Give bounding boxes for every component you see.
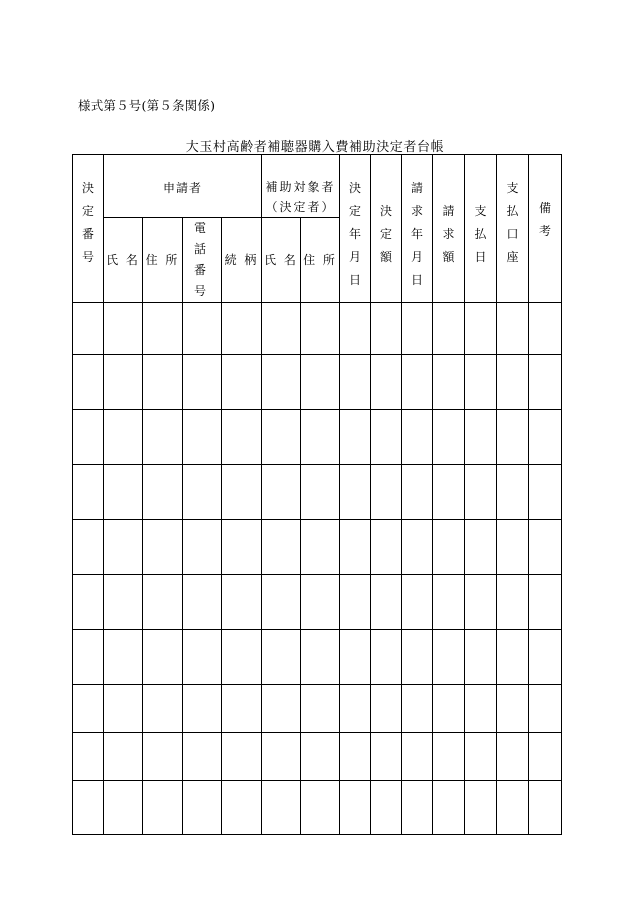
ledger-cell: [402, 355, 433, 410]
ledger-cell: [433, 355, 465, 410]
ledger-cell: [73, 685, 104, 733]
ledger-cell: [371, 733, 402, 781]
ledger-cell: [262, 781, 301, 835]
ledger-cell: [340, 355, 371, 410]
ledger-cell: [529, 781, 562, 835]
ledger-cell: [143, 575, 183, 630]
ledger-cell: [73, 520, 104, 575]
ledger-cell: [529, 410, 562, 465]
ledger-cell: [340, 781, 371, 835]
subsidy-target-line1: 補助対象者: [265, 180, 336, 194]
ledger-cell: [497, 575, 529, 630]
header-decision-date: 決 定 年 月 日: [340, 155, 371, 303]
ledger-row: [73, 465, 562, 520]
ledger-cell: [433, 733, 465, 781]
ledger-cell: [340, 630, 371, 685]
header-applicant-phone: 電 話 番 号: [183, 218, 222, 303]
ledger-cell: [529, 630, 562, 685]
ledger-cell: [529, 733, 562, 781]
ledger-cell: [371, 630, 402, 685]
ledger-row: [73, 303, 562, 355]
ledger-cell: [183, 781, 222, 835]
ledger-row: [73, 630, 562, 685]
ledger-cell: [497, 630, 529, 685]
ledger-cell: [371, 410, 402, 465]
ledger-cell: [222, 630, 262, 685]
ledger-cell: [222, 781, 262, 835]
ledger-cell: [73, 575, 104, 630]
ledger-cell: [340, 303, 371, 355]
ledger-cell: [465, 733, 497, 781]
ledger-cell: [183, 410, 222, 465]
ledger-cell: [104, 410, 143, 465]
ledger-cell: [104, 685, 143, 733]
ledger-cell: [222, 303, 262, 355]
ledger-cell: [497, 781, 529, 835]
ledger-cell: [222, 685, 262, 733]
ledger-cell: [340, 575, 371, 630]
ledger-row: [73, 781, 562, 835]
header-target-name: 氏 名: [262, 218, 301, 303]
ledger-cell: [222, 733, 262, 781]
form-number: 様式第５号(第５条関係): [78, 98, 216, 113]
header-decision-amount: 決 定 額: [371, 155, 402, 303]
ledger-cell: [104, 303, 143, 355]
ledger-cell: [340, 520, 371, 575]
ledger-cell: [371, 355, 402, 410]
ledger-cell: [433, 520, 465, 575]
ledger-cell: [183, 733, 222, 781]
ledger-cell: [262, 410, 301, 465]
ledger-cell: [371, 303, 402, 355]
ledger-cell: [371, 781, 402, 835]
decision-number-text: 決 定 番 号: [81, 181, 94, 264]
ledger-cell: [465, 630, 497, 685]
ledger-cell: [465, 410, 497, 465]
header-claim-date: 請 求 年 月 日: [402, 155, 433, 303]
ledger-cell: [143, 685, 183, 733]
ledger-cell: [371, 520, 402, 575]
ledger-cell: [433, 685, 465, 733]
ledger-cell: [262, 465, 301, 520]
ledger-cell: [104, 355, 143, 410]
ledger-cell: [222, 575, 262, 630]
ledger-cell: [301, 685, 340, 733]
ledger-cell: [465, 303, 497, 355]
header-remarks: 備 考: [529, 155, 562, 303]
ledger-cell: [301, 355, 340, 410]
ledger-cell: [73, 465, 104, 520]
ledger-cell: [465, 781, 497, 835]
ledger-cell: [433, 465, 465, 520]
ledger-cell: [104, 465, 143, 520]
ledger-cell: [497, 685, 529, 733]
ledger-cell: [222, 410, 262, 465]
ledger-cell: [143, 630, 183, 685]
ledger-cell: [497, 733, 529, 781]
document-title: 大玉村高齢者補聴器購入費補助決定者台帳: [185, 140, 445, 155]
ledger-cell: [143, 355, 183, 410]
ledger-row: [73, 685, 562, 733]
ledger-cell: [183, 520, 222, 575]
ledger-cell: [104, 781, 143, 835]
ledger-cell: [529, 520, 562, 575]
ledger-cell: [104, 630, 143, 685]
ledger-cell: [262, 355, 301, 410]
ledger-cell: [497, 410, 529, 465]
ledger-row: [73, 355, 562, 410]
ledger-cell: [433, 575, 465, 630]
ledger-cell: [402, 410, 433, 465]
ledger-cell: [143, 781, 183, 835]
ledger-row: [73, 410, 562, 465]
ledger-cell: [402, 685, 433, 733]
ledger-row: [73, 520, 562, 575]
header-decision-number: [73, 155, 104, 303]
ledger-cell: [73, 410, 104, 465]
ledger-cell: [301, 465, 340, 520]
ledger-cell: [402, 630, 433, 685]
ledger-cell: [262, 685, 301, 733]
ledger-cell: [143, 733, 183, 781]
ledger-cell: [301, 630, 340, 685]
ledger-cell: [402, 465, 433, 520]
ledger-cell: [465, 520, 497, 575]
ledger-cell: [143, 410, 183, 465]
ledger-cell: [529, 575, 562, 630]
ledger-cell: [222, 355, 262, 410]
ledger-cell: [465, 575, 497, 630]
ledger-cell: [73, 303, 104, 355]
ledger-cell: [222, 465, 262, 520]
ledger-cell: [465, 465, 497, 520]
ledger-cell: [222, 520, 262, 575]
ledger-cell: [465, 685, 497, 733]
ledger-cell: [433, 410, 465, 465]
ledger-cell: [371, 575, 402, 630]
ledger-cell: [183, 303, 222, 355]
ledger-cell: [143, 303, 183, 355]
ledger-cell: [402, 575, 433, 630]
ledger-cell: [529, 465, 562, 520]
ledger-cell: [262, 630, 301, 685]
header-applicant-name: 氏 名: [104, 218, 143, 303]
ledger-cell: [529, 685, 562, 733]
header-applicant: 申請者: [104, 155, 262, 218]
ledger-cell: [340, 410, 371, 465]
ledger-cell: [301, 303, 340, 355]
ledger-cell: [465, 355, 497, 410]
ledger-cell: [340, 465, 371, 520]
ledger-cell: [262, 303, 301, 355]
ledger-cell: [497, 303, 529, 355]
ledger-cell: [73, 733, 104, 781]
ledger-cell: [183, 355, 222, 410]
ledger-cell: [301, 520, 340, 575]
ledger-cell: [340, 733, 371, 781]
header-target-address: 住 所: [301, 218, 340, 303]
subsidy-target-line2: （決定者）: [265, 200, 336, 214]
ledger-cell: [433, 630, 465, 685]
header-subsidy-target: [262, 155, 340, 218]
ledger-cell: [73, 630, 104, 685]
ledger-cell: [183, 465, 222, 520]
ledger-cell: [529, 355, 562, 410]
ledger-cell: [371, 685, 402, 733]
ledger-cell: [301, 410, 340, 465]
ledger-cell: [143, 465, 183, 520]
ledger-cell: [402, 303, 433, 355]
ledger-cell: [301, 733, 340, 781]
ledger-cell: [402, 520, 433, 575]
ledger-cell: [143, 520, 183, 575]
ledger-cell: [262, 575, 301, 630]
ledger-cell: [104, 575, 143, 630]
ledger-row: [73, 733, 562, 781]
ledger-cell: [433, 781, 465, 835]
ledger-cell: [73, 781, 104, 835]
ledger-cell: [529, 303, 562, 355]
ledger-cell: [183, 685, 222, 733]
ledger-cell: [183, 575, 222, 630]
ledger-cell: [73, 355, 104, 410]
ledger-cell: [497, 355, 529, 410]
ledger-cell: [340, 685, 371, 733]
header-applicant-relationship: 続 柄: [222, 218, 262, 303]
ledger-cell: [301, 781, 340, 835]
ledger-cell: [402, 733, 433, 781]
ledger-cell: [402, 781, 433, 835]
ledger-cell: [371, 465, 402, 520]
ledger-cell: [262, 520, 301, 575]
header-claim-amount: 請 求 額: [433, 155, 465, 303]
ledger-cell: [183, 630, 222, 685]
ledger-cell: [104, 520, 143, 575]
ledger-cell: [104, 733, 143, 781]
ledger-cell: [497, 520, 529, 575]
header-applicant-address: 住 所: [143, 218, 183, 303]
ledger-row: [73, 575, 562, 630]
header-payment-account: 支 払 口 座: [497, 155, 529, 303]
ledger-cell: [301, 575, 340, 630]
ledger-table: [72, 154, 562, 835]
ledger-cell: [433, 303, 465, 355]
header-payment-date: 支 払 日: [465, 155, 497, 303]
ledger-cell: [497, 465, 529, 520]
ledger-cell: [262, 733, 301, 781]
